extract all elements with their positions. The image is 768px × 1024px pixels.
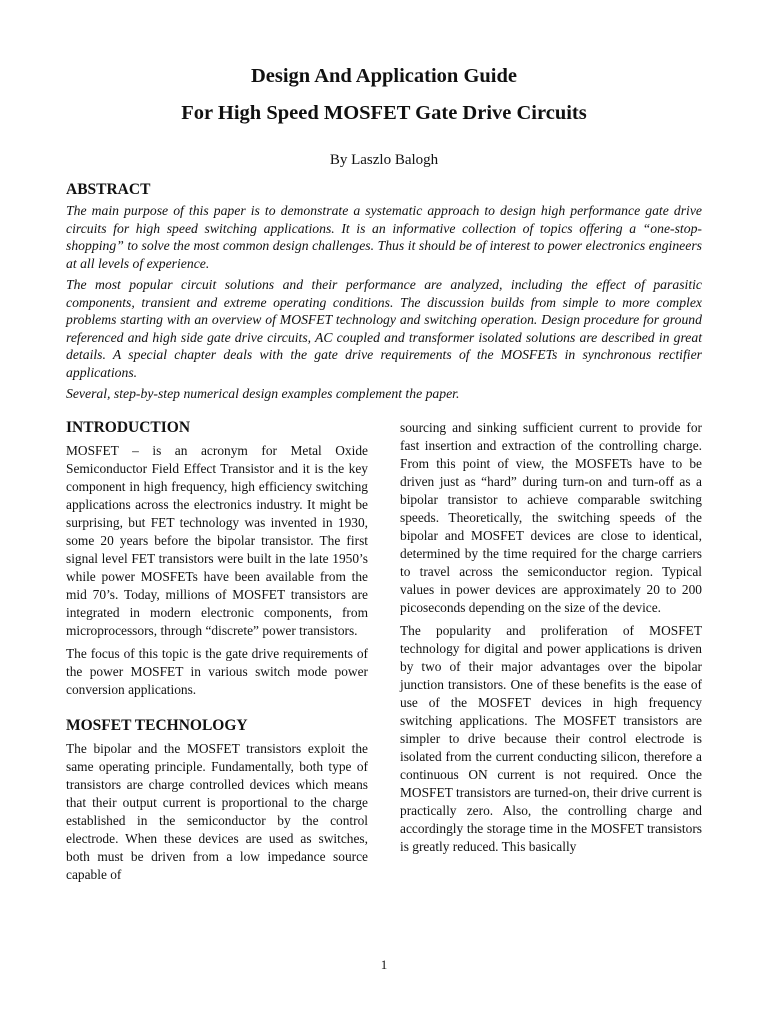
left-column	[66, 419, 368, 889]
abstract-paragraph: Several, step-by-step numerical design examples complement the paper.	[66, 386, 460, 401]
introduction-heading: INTRODUCTION	[66, 418, 191, 436]
page-number: 1	[380, 957, 388, 972]
abstract-paragraph: The main purpose of this paper is to demonstrate a systematic approach to design high performance gate drive circuits for high speed switching applications. It is an informative collection of topics offering a “one-stop-shopping” to solve the most common design challenges. Thus it should be of interest to power electronics engineers at all levels of experience.	[66, 203, 702, 271]
body-paragraph: The focus of this topic is the gate drive requirements of the power MOSFET in various switch mode power conversion applications.	[66, 645, 368, 697]
title-line-2: For High Speed MOSFET Gate Drive Circuits	[181, 102, 587, 124]
paper-title	[66, 0, 702, 132]
mosfet-technology-heading: MOSFET TECHNOLOGY	[66, 716, 248, 734]
body-paragraph: The popularity and proliferation of MOSFET technology for digital and power applications is driven by two of their major advantages over the bipolar junction transistors. One of these benefits is the ease of use of the MOSFET devices in high frequency switching applications. The MOSFET transistors are simpler to drive because their control electrode is isolated from the current conducting silicon, therefore a continuous ON current is not required. Once the MOSFET transistors are turned-on, their drive current is practically zero. Also, the controlling charge and accordingly the storage time in the MOSFET transistors is greatly reduced. This basically	[400, 622, 702, 854]
body-paragraph: MOSFET – is an acronym for Metal Oxide Semiconductor Field Effect Transistor and it is the key component in high frequency, high efficiency switching applications across the electronics industry. It might be surprising, but FET technology was invented in 1930, some 20 years before the bipolar transistor. The first signal level FET transistors were built in the late 1950’s while power MOSFETs have been available from the mid 70’s. Today, millions of MOSFET transistors are integrated in modern electronic components, from microprocessors, through “discrete” power transistors.	[66, 442, 368, 638]
body-paragraph: sourcing and sinking sufficient current to provide for fast insertion and extraction of the controlling charge. From this point of view, the MOSFETs have to be driven just as “hard” during turn-on and turn-off as a bipolar transistor to achieve comparable switching speeds. Theoretically, the switching speeds of the bipolar and MOSFET devices are close to identical, determined by the time required for the charge carriers to travel across the semiconductor region. Typical values in power devices are approximately 20 to 200 picoseconds depending on the size of the device.	[400, 419, 702, 615]
body-paragraph: The bipolar and the MOSFET transistors exploit the same operating principle. Fundamentally, both type of transistors are charge controlled devices which means that their output current is proportional to the charge established in the semiconductor by the control electrode. When these devices are used as switches, both must be driven from a low impedance source capable of	[66, 740, 368, 882]
abstract-paragraph: The most popular circuit solutions and their performance are analyzed, including the effect of parasitic components, transient and extreme operating conditions. The discussion builds from simple to more complex problems starting with an overview of MOSFET technology and switching operation. Design procedure for ground referenced and high side gate drive circuits, AC coupled and transformer isolated solutions are described in great details. A special chapter deals with the gate drive requirements of the MOSFETs in synchronous rectifier applications.	[66, 277, 702, 380]
two-column-body	[66, 419, 702, 889]
abstract-section	[66, 181, 702, 403]
title-line-1: Design And Application Guide	[250, 65, 517, 87]
abstract-heading: ABSTRACT	[66, 181, 151, 198]
right-column	[400, 419, 702, 889]
author-line: By Laszlo Balogh	[329, 152, 439, 168]
